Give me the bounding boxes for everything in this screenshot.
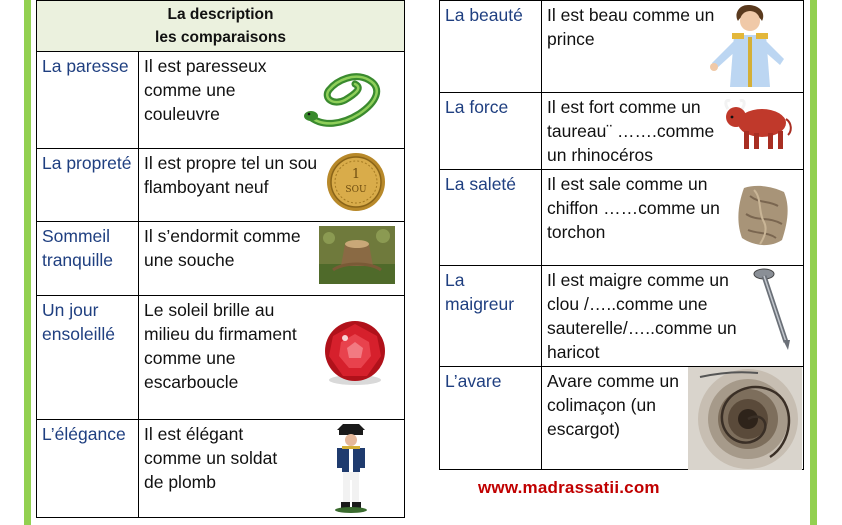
table-row xyxy=(37,420,405,518)
header-title: La description xyxy=(167,6,274,23)
desc-cell xyxy=(542,367,804,470)
desc-text: Il est propre tel un sou flamboyant neuf xyxy=(144,153,318,197)
term-cell: Sommeil tranquille xyxy=(37,222,139,296)
toy-soldier-icon xyxy=(329,422,373,514)
table-row xyxy=(440,367,804,470)
red-gem-icon xyxy=(319,318,391,388)
desc-cell xyxy=(542,170,804,266)
term-cell: La maigreur xyxy=(440,266,542,367)
table-row xyxy=(37,52,405,149)
coin-icon xyxy=(325,151,387,213)
term-cell: Un jour ensoleillé xyxy=(37,296,139,420)
desc-text: Il est fort comme un taureau¨ …….comme un rhinocéros xyxy=(547,97,715,165)
desc-text: Il est élégant comme un soldat de plomb xyxy=(144,424,278,492)
right-green-border xyxy=(810,0,817,525)
spiral-staircase-icon xyxy=(688,367,802,470)
desc-text: Avare comme un colimaçon (un escargot) xyxy=(547,371,679,439)
desc-cell xyxy=(542,266,804,367)
desc-cell xyxy=(139,420,405,518)
table-row xyxy=(440,266,804,367)
desc-text: Le soleil brille au milieu du firmament comme une escarboucle xyxy=(144,300,297,392)
term-cell: L’avare xyxy=(440,367,542,470)
desc-text: Il est maigre comme un clou /…..comme une sauterelle/…..comme un haricot xyxy=(547,270,737,362)
desc-text: Il est paresseux comme une couleuvre xyxy=(144,56,267,124)
desc-text: Il est beau comme un prince xyxy=(547,5,715,49)
desc-cell xyxy=(139,52,405,149)
desc-text: Il s’endormit comme une souche xyxy=(144,226,301,270)
table-row xyxy=(37,222,405,296)
table-row xyxy=(440,1,804,93)
nail-icon xyxy=(752,266,796,352)
rag-icon xyxy=(734,182,794,250)
table-header-row xyxy=(37,1,405,52)
snake-icon xyxy=(303,66,387,128)
desc-cell xyxy=(139,296,405,420)
table-row xyxy=(37,149,405,222)
table-row xyxy=(37,296,405,420)
term-cell: La propreté xyxy=(37,149,139,222)
desc-text: Il est sale comme un chiffon ……comme un torchon xyxy=(547,174,720,242)
bull-icon xyxy=(722,95,794,155)
right-comparison-table xyxy=(439,0,804,470)
table-row xyxy=(440,170,804,266)
table-row xyxy=(440,93,804,170)
desc-cell xyxy=(139,222,405,296)
svg-text:1: 1 xyxy=(351,167,361,182)
term-cell: La saleté xyxy=(440,170,542,266)
header-subtitle: les comparaisons xyxy=(155,29,286,46)
term-cell: La paresse xyxy=(37,52,139,149)
desc-cell xyxy=(542,1,804,93)
term-cell: La force xyxy=(440,93,542,170)
desc-cell xyxy=(542,93,804,170)
website-watermark xyxy=(478,478,660,498)
tree-stump-icon xyxy=(319,226,395,284)
desc-cell xyxy=(139,149,405,222)
coin-text: SOU xyxy=(345,185,367,195)
table-header xyxy=(37,1,405,52)
term-cell: La beauté xyxy=(440,1,542,93)
left-green-border xyxy=(24,0,31,525)
website-text: www.madrassatii.com xyxy=(478,478,660,497)
left-comparison-table xyxy=(36,0,405,518)
term-cell: L’élégance xyxy=(37,420,139,518)
